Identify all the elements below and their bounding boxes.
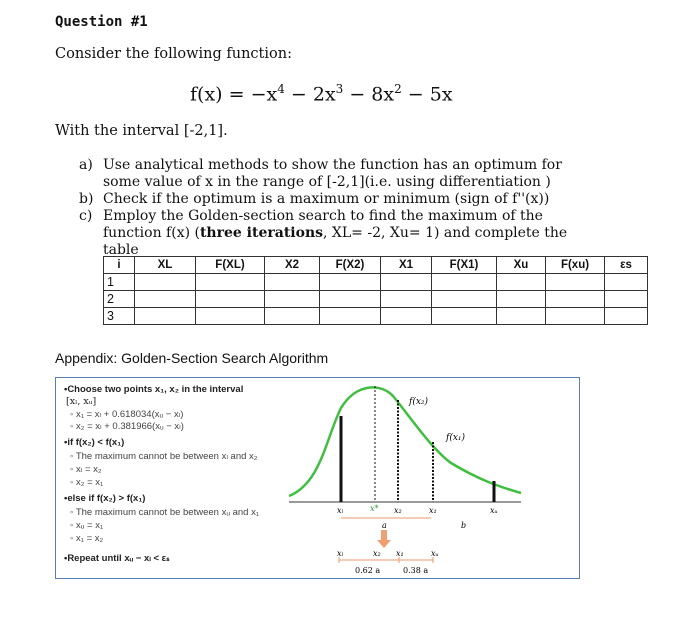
formula-exp2: 3 <box>335 82 344 96</box>
header-fxu: F(xu) <box>546 257 605 274</box>
label-b: b <box>461 521 467 530</box>
formula-exp1: 4 <box>277 82 285 96</box>
table-cell[interactable] <box>135 291 196 308</box>
formula-term2: − 2x <box>284 83 336 106</box>
label-xl: xₗ <box>337 506 344 515</box>
function-curve <box>289 387 521 496</box>
alg-line-else-xu: ◦ xᵤ = x₁ <box>70 520 104 531</box>
table-cell[interactable] <box>497 274 546 291</box>
table-cell[interactable] <box>320 308 381 325</box>
appendix-title: Appendix: Golden-Section Search Algorithm <box>55 350 329 366</box>
alg-line-x2: ◦ x₂ = xₗ + 0.381966(xᵤ − xₗ) <box>70 421 184 432</box>
label-fx1: f(x₁) <box>446 433 466 443</box>
alg-line-else: •else if f(x₂) > f(x₁) <box>64 493 146 504</box>
header-xu: Xu <box>497 257 546 274</box>
task-a-text: Use analytical methods to show the function has an optimum for some value of x in the range of [-2,1](i.e. using differentiation ) <box>103 157 562 190</box>
table-cell[interactable] <box>135 308 196 325</box>
golden-section-table <box>103 256 648 325</box>
alg-line-if: •if f(x₂) < f(x₁) <box>64 437 125 448</box>
table-cell[interactable] <box>546 308 605 325</box>
label-x1: x₁ <box>429 506 437 515</box>
row-index: 3 <box>104 308 135 325</box>
task-a <box>79 157 573 191</box>
table-cell[interactable] <box>320 274 381 291</box>
formula-term1: −x <box>250 83 278 106</box>
table-cell[interactable] <box>196 308 265 325</box>
header-fx2: F(X2) <box>320 257 381 274</box>
formula-term3: − 8x <box>343 83 395 106</box>
task-b-text: Check if the optimum is a maximum or minimum (sign of f''(x)) <box>103 191 550 207</box>
task-a-label: a) <box>79 157 93 173</box>
task-c-text-bold: three iterations <box>199 225 324 241</box>
interval-text: With the interval [-2,1]. <box>55 123 228 139</box>
header-es: εs <box>605 257 648 274</box>
table-cell[interactable] <box>546 274 605 291</box>
table-cell[interactable] <box>605 308 648 325</box>
label-x2: x₂ <box>394 506 402 515</box>
task-c-text-pre: Employ the Golden-section search to find the maximum of the function f(x) ( <box>103 208 543 241</box>
alg-line-choose: •Choose two points x₁, x₂ in the interval <box>64 384 244 395</box>
task-c <box>79 208 603 259</box>
table-cell[interactable] <box>265 274 320 291</box>
label-x2-b: x₂ <box>373 549 381 558</box>
formula-exp3: 2 <box>394 82 402 96</box>
formula-lhs: f(x) = <box>190 83 251 106</box>
header-i: i <box>104 257 135 274</box>
table-cell[interactable] <box>320 291 381 308</box>
intro-text: Consider the following function: <box>55 46 292 62</box>
formula-term4: − 5x <box>401 83 453 106</box>
header-fx1: F(X1) <box>432 257 497 274</box>
table-cell[interactable] <box>432 274 497 291</box>
table-cell[interactable] <box>432 291 497 308</box>
label-xu-b: xᵤ <box>431 549 439 558</box>
label-fx2: f(x₂) <box>409 397 429 407</box>
alg-line-else-x1: ◦ x₁ = x₂ <box>70 533 104 544</box>
label-a: a <box>382 521 387 530</box>
table-cell[interactable] <box>497 291 546 308</box>
alg-line-repeat: •Repeat until xᵤ − xₗ < εₛ <box>64 553 170 564</box>
label-xu: xᵤ <box>490 506 498 515</box>
table-cell[interactable] <box>605 291 648 308</box>
table-row <box>104 308 648 325</box>
label-xl-b: xₗ <box>337 549 344 558</box>
row-index: 2 <box>104 291 135 308</box>
task-c-text-post: , XL= -2, Xu= 1) and complete the table <box>103 225 568 258</box>
function-formula <box>190 82 453 105</box>
table-cell[interactable] <box>381 308 432 325</box>
label-x1-b: x₁ <box>396 549 404 558</box>
algorithm-panel <box>55 377 580 579</box>
alg-line-if-xl: ◦ xₗ = x₂ <box>70 464 102 475</box>
task-b <box>79 191 573 208</box>
label-ratio-062: 0.62 a <box>355 566 381 575</box>
table-cell[interactable] <box>265 291 320 308</box>
label-ratio-038: 0.38 a <box>403 566 429 575</box>
table-cell[interactable] <box>381 274 432 291</box>
task-b-label: b) <box>79 191 94 207</box>
golden-section-diagram <box>281 378 531 578</box>
table-cell[interactable] <box>135 274 196 291</box>
down-arrow-icon <box>377 530 391 548</box>
row-index: 1 <box>104 274 135 291</box>
table-cell[interactable] <box>497 308 546 325</box>
task-c-label: c) <box>79 208 93 224</box>
alg-line-if-note: ◦ The maximum cannot be between xₗ and x₂ <box>70 451 258 462</box>
table-header-row <box>104 257 648 274</box>
table-cell[interactable] <box>196 291 265 308</box>
header-fxl: F(XL) <box>196 257 265 274</box>
table-cell[interactable] <box>381 291 432 308</box>
table-cell[interactable] <box>196 274 265 291</box>
table-cell[interactable] <box>432 308 497 325</box>
table-cell[interactable] <box>605 274 648 291</box>
question-title: Question #1 <box>55 14 148 30</box>
header-x2: X2 <box>265 257 320 274</box>
alg-line-else-note: ◦ The maximum cannot be between xᵤ and x₁ <box>70 507 260 518</box>
table-cell[interactable] <box>265 308 320 325</box>
table-cell[interactable] <box>546 291 605 308</box>
header-x1: X1 <box>381 257 432 274</box>
label-xstar: x* <box>370 504 379 513</box>
table-row <box>104 291 648 308</box>
alg-line-if-x2: ◦ x₂ = x₁ <box>70 477 104 488</box>
header-xl: XL <box>135 257 196 274</box>
table-row <box>104 274 648 291</box>
alg-line-x1: ◦ x₁ = xₗ + 0.618034(xᵤ − xₗ) <box>70 409 184 420</box>
alg-line-interval: [xₗ, xᵤ] <box>66 396 97 407</box>
